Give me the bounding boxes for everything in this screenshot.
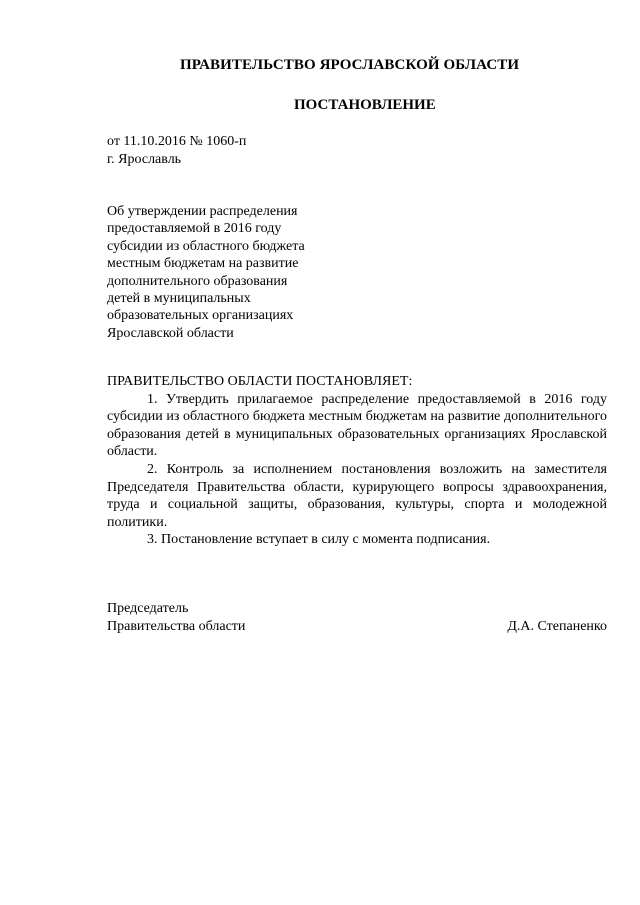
subject-line: дополнительного образования: [107, 273, 288, 289]
body-paragraph: 3. Постановление вступает в силу с момента подписания.: [147, 532, 491, 548]
document-subject: [107, 203, 305, 342]
organization-title: ПРАВИТЕЛЬСТВО ЯРОСЛАВСКОЙ ОБЛАСТИ: [180, 57, 520, 73]
subject-line: детей в муниципальных: [107, 291, 251, 307]
body-paragraph: 1. Утвердить прилагаемое распределение предоставляемой в 2016 году субсидии из областного бюджета местным бюджетам на развитие дополнительного образования детей в муниципальных образовательных организациях Ярославской области.: [107, 391, 607, 460]
subject-line: предоставляемой в 2016 году: [107, 221, 282, 237]
date-number: от 11.10.2016 № 1060-п: [107, 134, 247, 149]
body-lead: ПРАВИТЕЛЬСТВО ОБЛАСТИ ПОСТАНОВЛЯЕТ:: [107, 374, 413, 389]
subject-line: образовательных организациях: [107, 308, 294, 324]
signer-title-line2: Правительства области: [107, 618, 246, 634]
subject-line: субсидии из областного бюджета: [107, 238, 305, 254]
document-type: ПОСТАНОВЛЕНИЕ: [294, 97, 436, 113]
signer-title-line1: Председатель: [107, 601, 189, 616]
subject-line: местным бюджетам на развитие: [107, 256, 299, 272]
body-paragraph: 2. Контроль за исполнением постановления возложить на заместителя Председателя Правительства области, курирующего вопросы здравоохранения, труда и социальной защиты, образования, культуры, спорта и молодежной политики.: [107, 461, 607, 530]
signature-row: [107, 618, 607, 636]
signer-name: Д.А. Степаненко: [507, 618, 607, 634]
subject-line: Об утверждении распределения: [107, 204, 298, 219]
document-body: [107, 373, 607, 549]
subject-line: Ярославской области: [107, 325, 234, 341]
signature-block: [107, 600, 607, 635]
city: г. Ярославль: [107, 152, 182, 167]
document-meta: [107, 133, 246, 169]
